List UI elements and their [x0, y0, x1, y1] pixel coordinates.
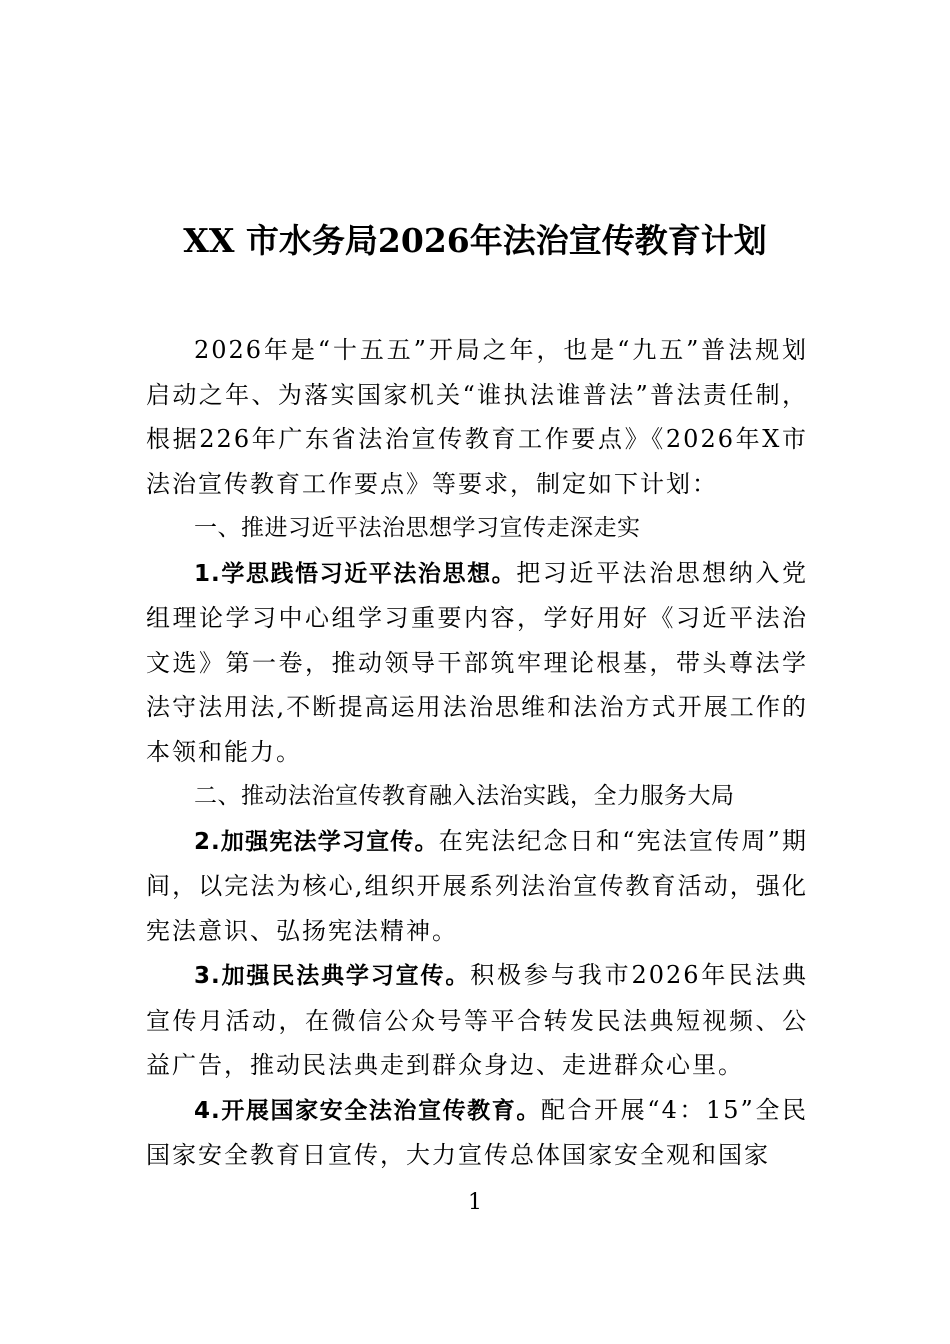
intro-paragraph: 2026年是“十五五”开局之年，也是“九五”普法规划启动之年、为落实国家机关“谁执法谁普法”普法责任制，根据226年广东省法治宣传教育工作要点》《2026年X市法治宣传教育工作要点》等要求，制定如下计划： — [146, 336, 808, 498]
item-paragraph-1 — [146, 551, 808, 775]
item-paragraph-3 — [146, 953, 808, 1088]
section-heading-1: 一、推进习近平法治思想学习宣传走深走实 — [194, 515, 641, 541]
item-paragraph-4 — [146, 1088, 808, 1178]
item-text-2: 在宪法纪念日和“宪法宣传周”期间，以完法为核心,组织开展系列法治宣传教育活动，强化宪法意识、弘扬宪法精神。 — [146, 826, 808, 945]
document-body — [146, 328, 808, 1178]
item-lead-4: 4.开展国家安全法治宣传教育。 — [194, 1097, 541, 1124]
item-text-3: 积极参与我市2026年民法典宣传月活动，在微信公众号等平合转发民法典短视频、公益广告，推动民法典走到群众身边、走进群众心里。 — [146, 961, 808, 1079]
item-paragraph-2 — [146, 819, 808, 954]
item-text-4: 配合开展“4：15”全民国家安全教育日宣传，大力宣传总体国家安全观和国家 — [146, 1095, 808, 1169]
item-text-1: 把习近平法治思想纳入党组理论学习中心组学习重要内容，学好用好《习近平法治文选》第一卷，推动领导干部筑牢理论根基，带头尊法学法守法用法,不断提高运用法治思维和法治方式开展工作的本领和能力。 — [146, 558, 808, 766]
item-lead-1: 1.学思践悟习近平法治思想。 — [194, 560, 517, 587]
section-heading-2: 二、推动法治宣传教育融入法治实践，全力服务大局 — [194, 783, 735, 809]
item-lead-3: 3.加强民法典学习宣传。 — [194, 963, 471, 989]
page-number: 1 — [468, 1190, 482, 1215]
item-lead-2: 2.加强宪法学习宣传。 — [194, 828, 439, 855]
document-title: XX 市水务局2026年法治宣传教育计划 — [183, 221, 767, 261]
